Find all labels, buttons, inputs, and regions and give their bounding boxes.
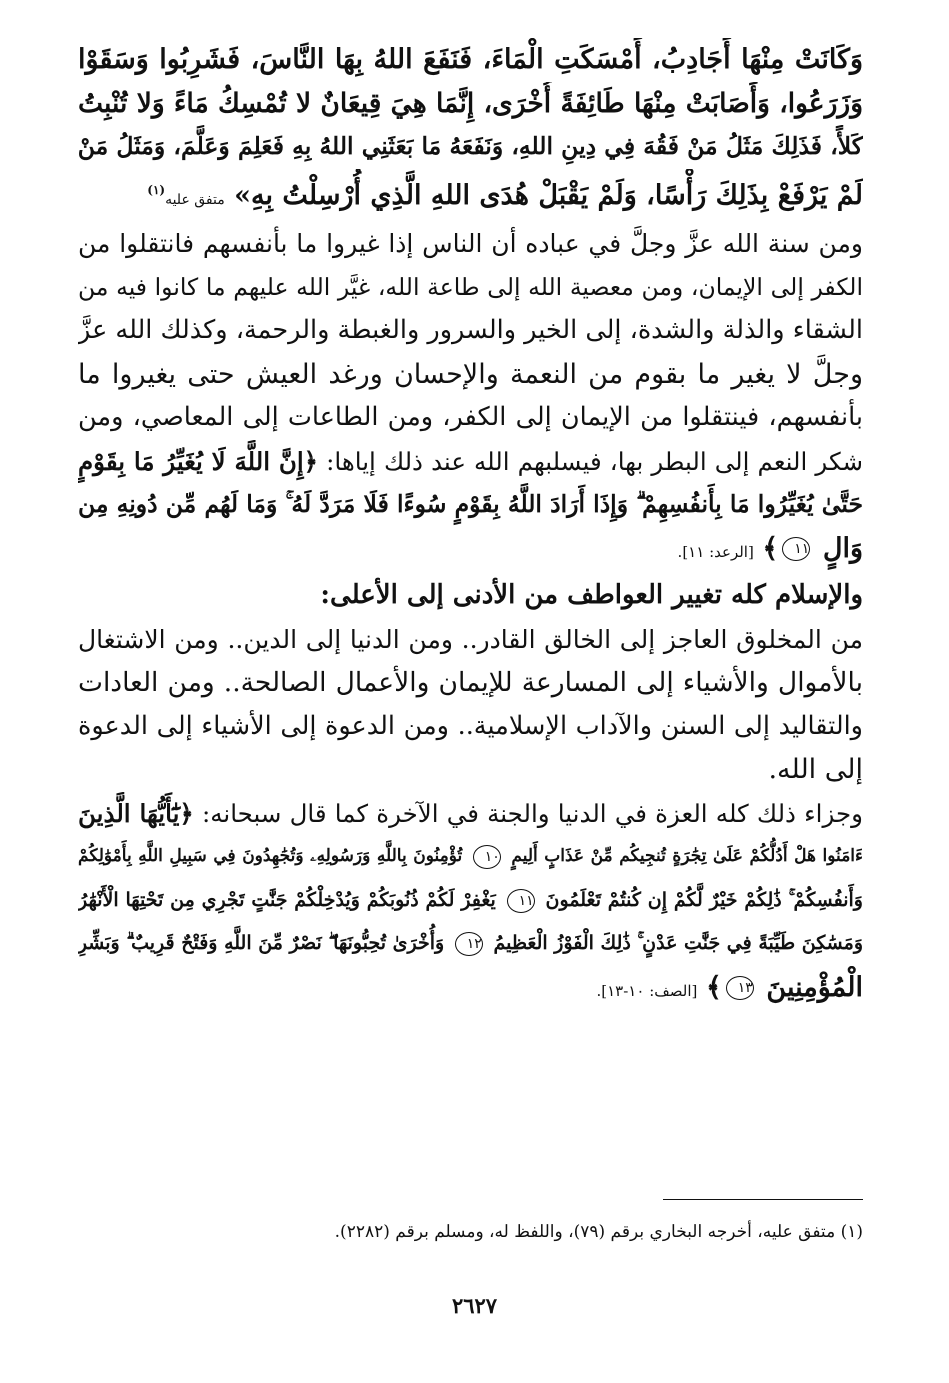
ayah-number-marker: ١٣ — [726, 976, 754, 1000]
hadith-line: وَكَانَتْ مِنْهَا أَجَادِبُ، أَمْسَكَتِ الْمَاءَ، فَنَفَعَ اللهُ بِهَا النَّاسَ، فَشَرِبُوا وَسَقَوْا — [78, 44, 863, 75]
hadith-line: كَلأً، فَذَلِكَ مَثَلُ مَنْ فَقُهَ فِي دِينِ اللهِ، وَنَفَعَهُ مَا بَعَثَنِي اللهُ بِهِ فَعَلِمَ وَعَلَّمَ، وَمَثَلُ مَنْ — [78, 132, 863, 160]
quran-verse-text: إِنَّ اللَّهَ لَا يُغَيِّرُ مَا بِقَوْمٍ — [78, 446, 304, 476]
quran-verse-line — [78, 835, 863, 879]
paragraph-line: بأنفسهم، فينتقلوا من الإيمان إلى الكفر، ومن الطاعات إلى المعاصي، ومن — [78, 402, 863, 432]
paragraph-line: والتقاليد إلى السنن والآداب الإسلامية.. ومن الدعوة إلى الأشياء إلى الدعوة — [78, 710, 863, 741]
quran-verse-line: حَتَّىٰ يُغَيِّرُوا مَا بِأَنفُسِهِمْ ۗ وَإِذَا أَرَادَ اللَّهُ بِقَوْمٍ سُوءًا فَلَا مَرَدَّ لَهُ ۚ وَمَا لَهُم مِّن دُونِهِ مِن — [78, 490, 863, 518]
page-number: ٢٦٢٧ — [451, 1293, 498, 1318]
hadith-text: لَمْ يَرْفَعْ بِذَلِكَ رَأْسًا، وَلَمْ يَقْبَلْ هُدَى اللهِ الَّذِي أُرْسِلْتُ بِهِ» — [234, 179, 863, 211]
page-body — [78, 38, 863, 1013]
footnote: (١) متفق عليه، أخرجه البخاري برقم (٧٩)، واللفظ له، ومسلم برقم (٢٢٨٢). — [334, 1222, 863, 1242]
quran-verse-open: ﴿ — [179, 798, 194, 828]
quran-verse-line — [78, 879, 863, 923]
quran-verse-line — [78, 922, 863, 966]
paragraph-line: بالأموال والأشياء إلى المسارعة للإيمان والأعمال الصالحة.. ومن العادات — [78, 667, 863, 698]
quran-verse-text: وَمَسَٰكِنَ طَيِّبَةً فِي جَنَّٰتِ عَدْنٍ ۚ ذَٰلِكَ الْفَوْزُ الْعَظِيمُ — [493, 932, 863, 954]
section-heading: والإسلام كله تغيير العواطف من الأدنى إلى الأعلى: — [320, 580, 863, 610]
footnote-marker[interactable]: (١) — [147, 182, 166, 197]
paragraph-line: إلى الله. — [768, 754, 863, 785]
paragraph-line: الشقاء والذلة والشدة، إلى الخير والسرور والغبطة والرحمة، وكذلك الله عزَّ — [78, 315, 863, 345]
hadith-line: وَزَرَعُوا، وَأَصَابَتْ مِنْهَا طَائِفَةً أُخْرَى، إِنَّمَا هِيَ قِيعَانٌ لا تُمْسِكُ مَاءً وَلا تُنْبِتُ — [78, 87, 863, 119]
quran-verse-close: ﴾ — [705, 971, 722, 1003]
quran-verse-text: يَٰٓأَيُّهَا الَّذِينَ — [78, 798, 180, 828]
quran-verse-text: الْمُؤْمِنِينَ — [766, 971, 863, 1003]
paragraph-line: من المخلوق العاجز إلى الخالق القادر.. ومن الدنيا إلى الدين.. ومن الاشتغال — [78, 624, 863, 654]
ayah-number-marker: ١٢ — [455, 932, 483, 956]
quran-verse-text: يَغْفِرْ لَكُمْ ذُنُوبَكُمْ وَيُدْخِلْكُمْ جَنَّٰتٍ تَجْرِي مِن تَحْتِهَا الْأَنْهَٰرُ — [78, 888, 496, 911]
paragraph-text: وجزاء ذلك كله العزة في الدنيا والجنة في الآخرة كما قال سبحانه: — [202, 798, 863, 828]
paragraph-text: شكر النعم إلى البطر بها، فيسلبهم الله عند ذلك إياها: — [326, 446, 863, 476]
quran-verse-text: وَأُخْرَىٰ تُحِبُّونَهَا ۖ نَصْرٌ مِّنَ اللَّهِ وَفَتْحٌ قَرِيبٌ ۗ وَبَشِّرِ — [78, 932, 445, 954]
quran-verse-close: ﴾ — [762, 532, 779, 564]
ayah-number-marker: ١٠ — [473, 845, 501, 869]
quran-verse-end-line — [78, 527, 863, 575]
hadith-line-last — [78, 169, 863, 223]
paragraph-line: الكفر إلى الإيمان، ومن معصية الله إلى طاعة الله، غيَّر الله عليهم ما كانوا فيه من — [78, 272, 863, 301]
verse-reference: [الرعد: ١١]. — [677, 542, 754, 561]
paragraph-line: ومن سنة الله عزَّ وجلَّ في عباده أن الناس إذا غيروا ما بأنفسهم فانتقلوا من — [78, 229, 863, 258]
hadith-attribution: متفق عليه — [165, 191, 225, 208]
quran-verse-open: ﴿ — [303, 446, 319, 476]
paragraph-line-with-verse — [78, 440, 863, 484]
quran-verse-text: وَأَنفُسِكُمْ ۚ ذَٰلِكُمْ خَيْرٌ لَّكُمْ إِن كُنتُمْ تَعْلَمُونَ — [545, 888, 863, 911]
quran-verse-end-line — [78, 966, 863, 1014]
verse-reference: [الصف: ١٠-١٣]. — [596, 981, 698, 1000]
ayah-number-marker: ١١ — [782, 537, 810, 561]
paragraph-line-with-verse — [78, 792, 863, 836]
ayah-number-marker: ١١ — [507, 889, 535, 913]
paragraph-line: وجلَّ لا يغير ما بقوم من النعمة والإحسان ورغد العيش حتى يغيروا ما — [78, 358, 863, 390]
quran-verse-text: وَالٍ — [822, 532, 863, 564]
quran-verse-text: تُؤْمِنُونَ بِاللَّهِ وَرَسُولِهِۦ وَتُجَٰهِدُونَ فِي سَبِيلِ اللَّهِ بِأَمْوَٰلِكُمْ — [78, 846, 463, 866]
quran-verse-text: ءَامَنُوا هَلْ أَدُلُّكُمْ عَلَىٰ تِجَٰرَةٍ تُنجِيكُم مِّنْ عَذَابٍ أَلِيمٍ — [511, 846, 863, 866]
footnote-divider — [663, 1199, 863, 1200]
